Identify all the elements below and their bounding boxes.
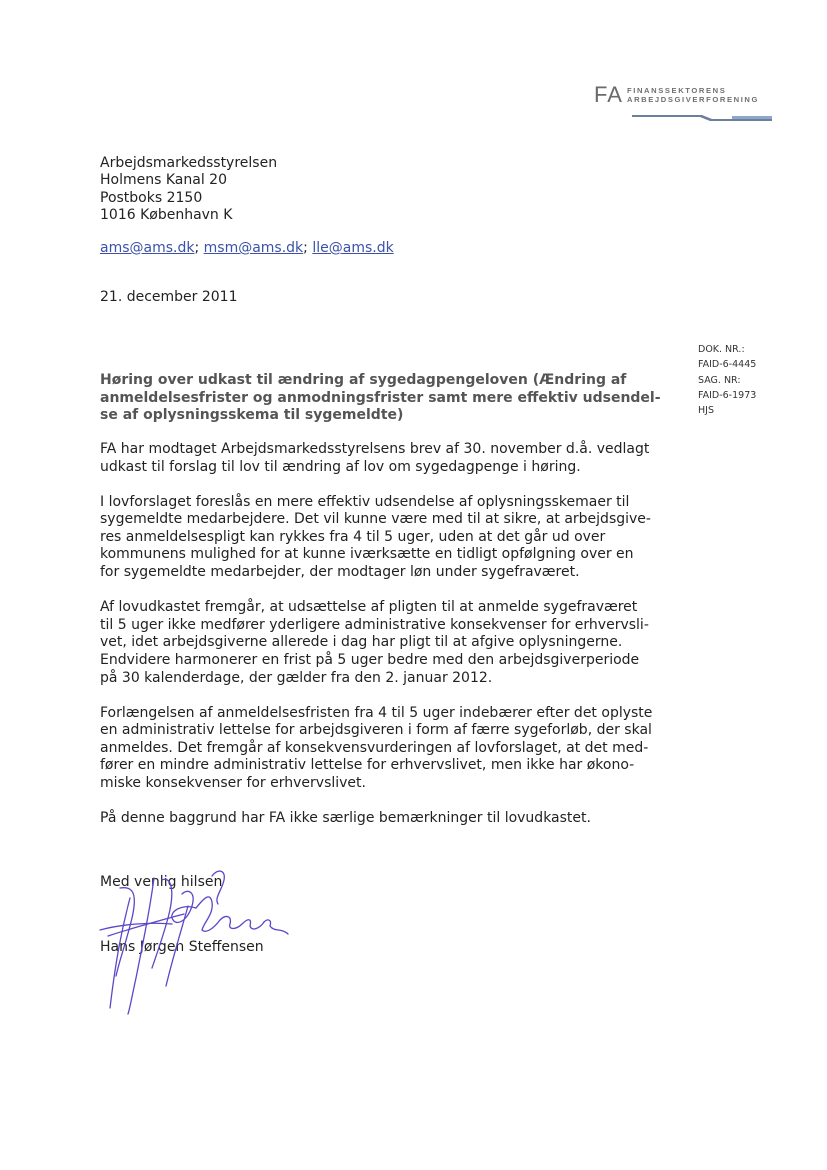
address-line: Holmens Kanal 20 xyxy=(100,172,227,189)
email-separator: ; xyxy=(194,240,200,256)
body-line: På denne baggrund har FA ikke særlige bemærkninger til lovudkastet. xyxy=(100,810,591,827)
body-paragraph xyxy=(100,599,660,687)
logo-organization-name xyxy=(627,86,759,104)
body-line: vet, idet arbejdsgiverne allerede i dag har pligt til at afgive oplysningerne. xyxy=(100,634,623,651)
letter-body xyxy=(100,441,660,845)
body-line: til 5 uger ikke medfører yderligere administrative konsekvenser for erhvervsli- xyxy=(100,616,649,633)
body-paragraph xyxy=(100,810,660,828)
recipient-address xyxy=(100,155,277,224)
document-reference xyxy=(698,342,756,418)
address-line: Arbejdsmarkedsstyrelsen xyxy=(100,155,278,171)
body-line: for sygemeldte medarbejder, der modtager løn under sygefraværet. xyxy=(100,564,580,581)
logo-name-line-1: FINANSSEKTORENS xyxy=(627,86,727,95)
letter-date: 21. december 2011 xyxy=(100,289,238,305)
body-paragraph xyxy=(100,705,660,793)
logo-rule xyxy=(632,113,772,121)
reference-line: SAG. NR: xyxy=(698,374,741,386)
reference-line: FAID-6-4445 xyxy=(698,359,757,371)
reference-line: HJS xyxy=(698,405,714,417)
body-paragraph xyxy=(100,441,660,476)
body-line: kommunens mulighed for at kunne iværksætte en tidligt opfølgning over en xyxy=(100,546,634,563)
recipient-emails xyxy=(100,240,394,257)
email-link[interactable]: lle@ams.dk xyxy=(312,240,394,256)
closing-salutation: Med venlig hilsen xyxy=(100,874,223,890)
subject-line: se af oplysningsskema til sygemeldte) xyxy=(100,407,404,423)
body-line: FA har modtaget Arbejdsmarkedsstyrelsens brev af 30. november d.å. vedlagt xyxy=(100,441,650,457)
body-line: Endvidere harmonerer en frist på 5 uger bedre med den arbejdsgiverperiode xyxy=(100,651,640,668)
email-link[interactable]: msm@ams.dk xyxy=(203,240,304,256)
handwritten-signature xyxy=(92,858,302,1018)
address-line: 1016 København K xyxy=(100,206,233,223)
body-line: res anmeldelsespligt kan rykkes fra 4 til 5 uger, uden at det går ud over xyxy=(100,528,606,545)
body-line: fører en mindre administrativ lettelse for erhvervslivet, men ikke har økono- xyxy=(100,757,635,774)
address-line: Postboks 2150 xyxy=(100,189,203,206)
body-line: I lovforslaget foreslås en mere effektiv udsendelse af oplysningsskemaer til xyxy=(100,493,630,510)
subject-line: Høring over udkast til ændring af sygedagpengeloven (Ændring af xyxy=(100,372,627,388)
body-paragraph xyxy=(100,494,660,582)
reference-line: FAID-6-1973 xyxy=(698,389,757,401)
letter-subject xyxy=(100,372,660,425)
email-link[interactable]: ams@ams.dk xyxy=(100,240,195,256)
subject-line: anmeldelsesfrister og anmodningsfrister samt mere effektiv udsendel- xyxy=(100,389,661,406)
logo-name-line-2: ARBEJDSGIVERFORENING xyxy=(627,95,759,104)
reference-line: DOK. NR.: xyxy=(698,344,745,355)
body-line: Af lovudkastet fremgår, at udsættelse af pligten til at anmelde sygefraværet xyxy=(100,599,638,616)
email-separator: ; xyxy=(303,240,308,256)
body-line: sygemeldte medarbejdere. Det vil kunne være med til at sikre, at arbejdsgive- xyxy=(100,511,651,528)
body-line: en administrativ lettelse for arbejdsgiveren i form af færre sygeforløb, der skal xyxy=(100,722,652,739)
body-line: på 30 kalenderdage, der gælder fra den 2. januar 2012. xyxy=(100,669,493,686)
logo-mark: FA xyxy=(594,82,623,107)
signer-name: Hans Jørgen Steffensen xyxy=(100,939,264,955)
body-line: anmeldes. Det fremgår af konsekvensvurderingen af lovforslaget, at det med- xyxy=(100,739,649,756)
body-line: udkast til forslag til lov til ændring af lov om sygedagpenge i høring. xyxy=(100,458,581,475)
body-line: miske konsekvenser for erhvervslivet. xyxy=(100,775,366,791)
fa-logo xyxy=(594,84,772,124)
body-line: Forlængelsen af anmeldelsesfristen fra 4 til 5 uger indebærer efter det oplyste xyxy=(100,704,653,721)
